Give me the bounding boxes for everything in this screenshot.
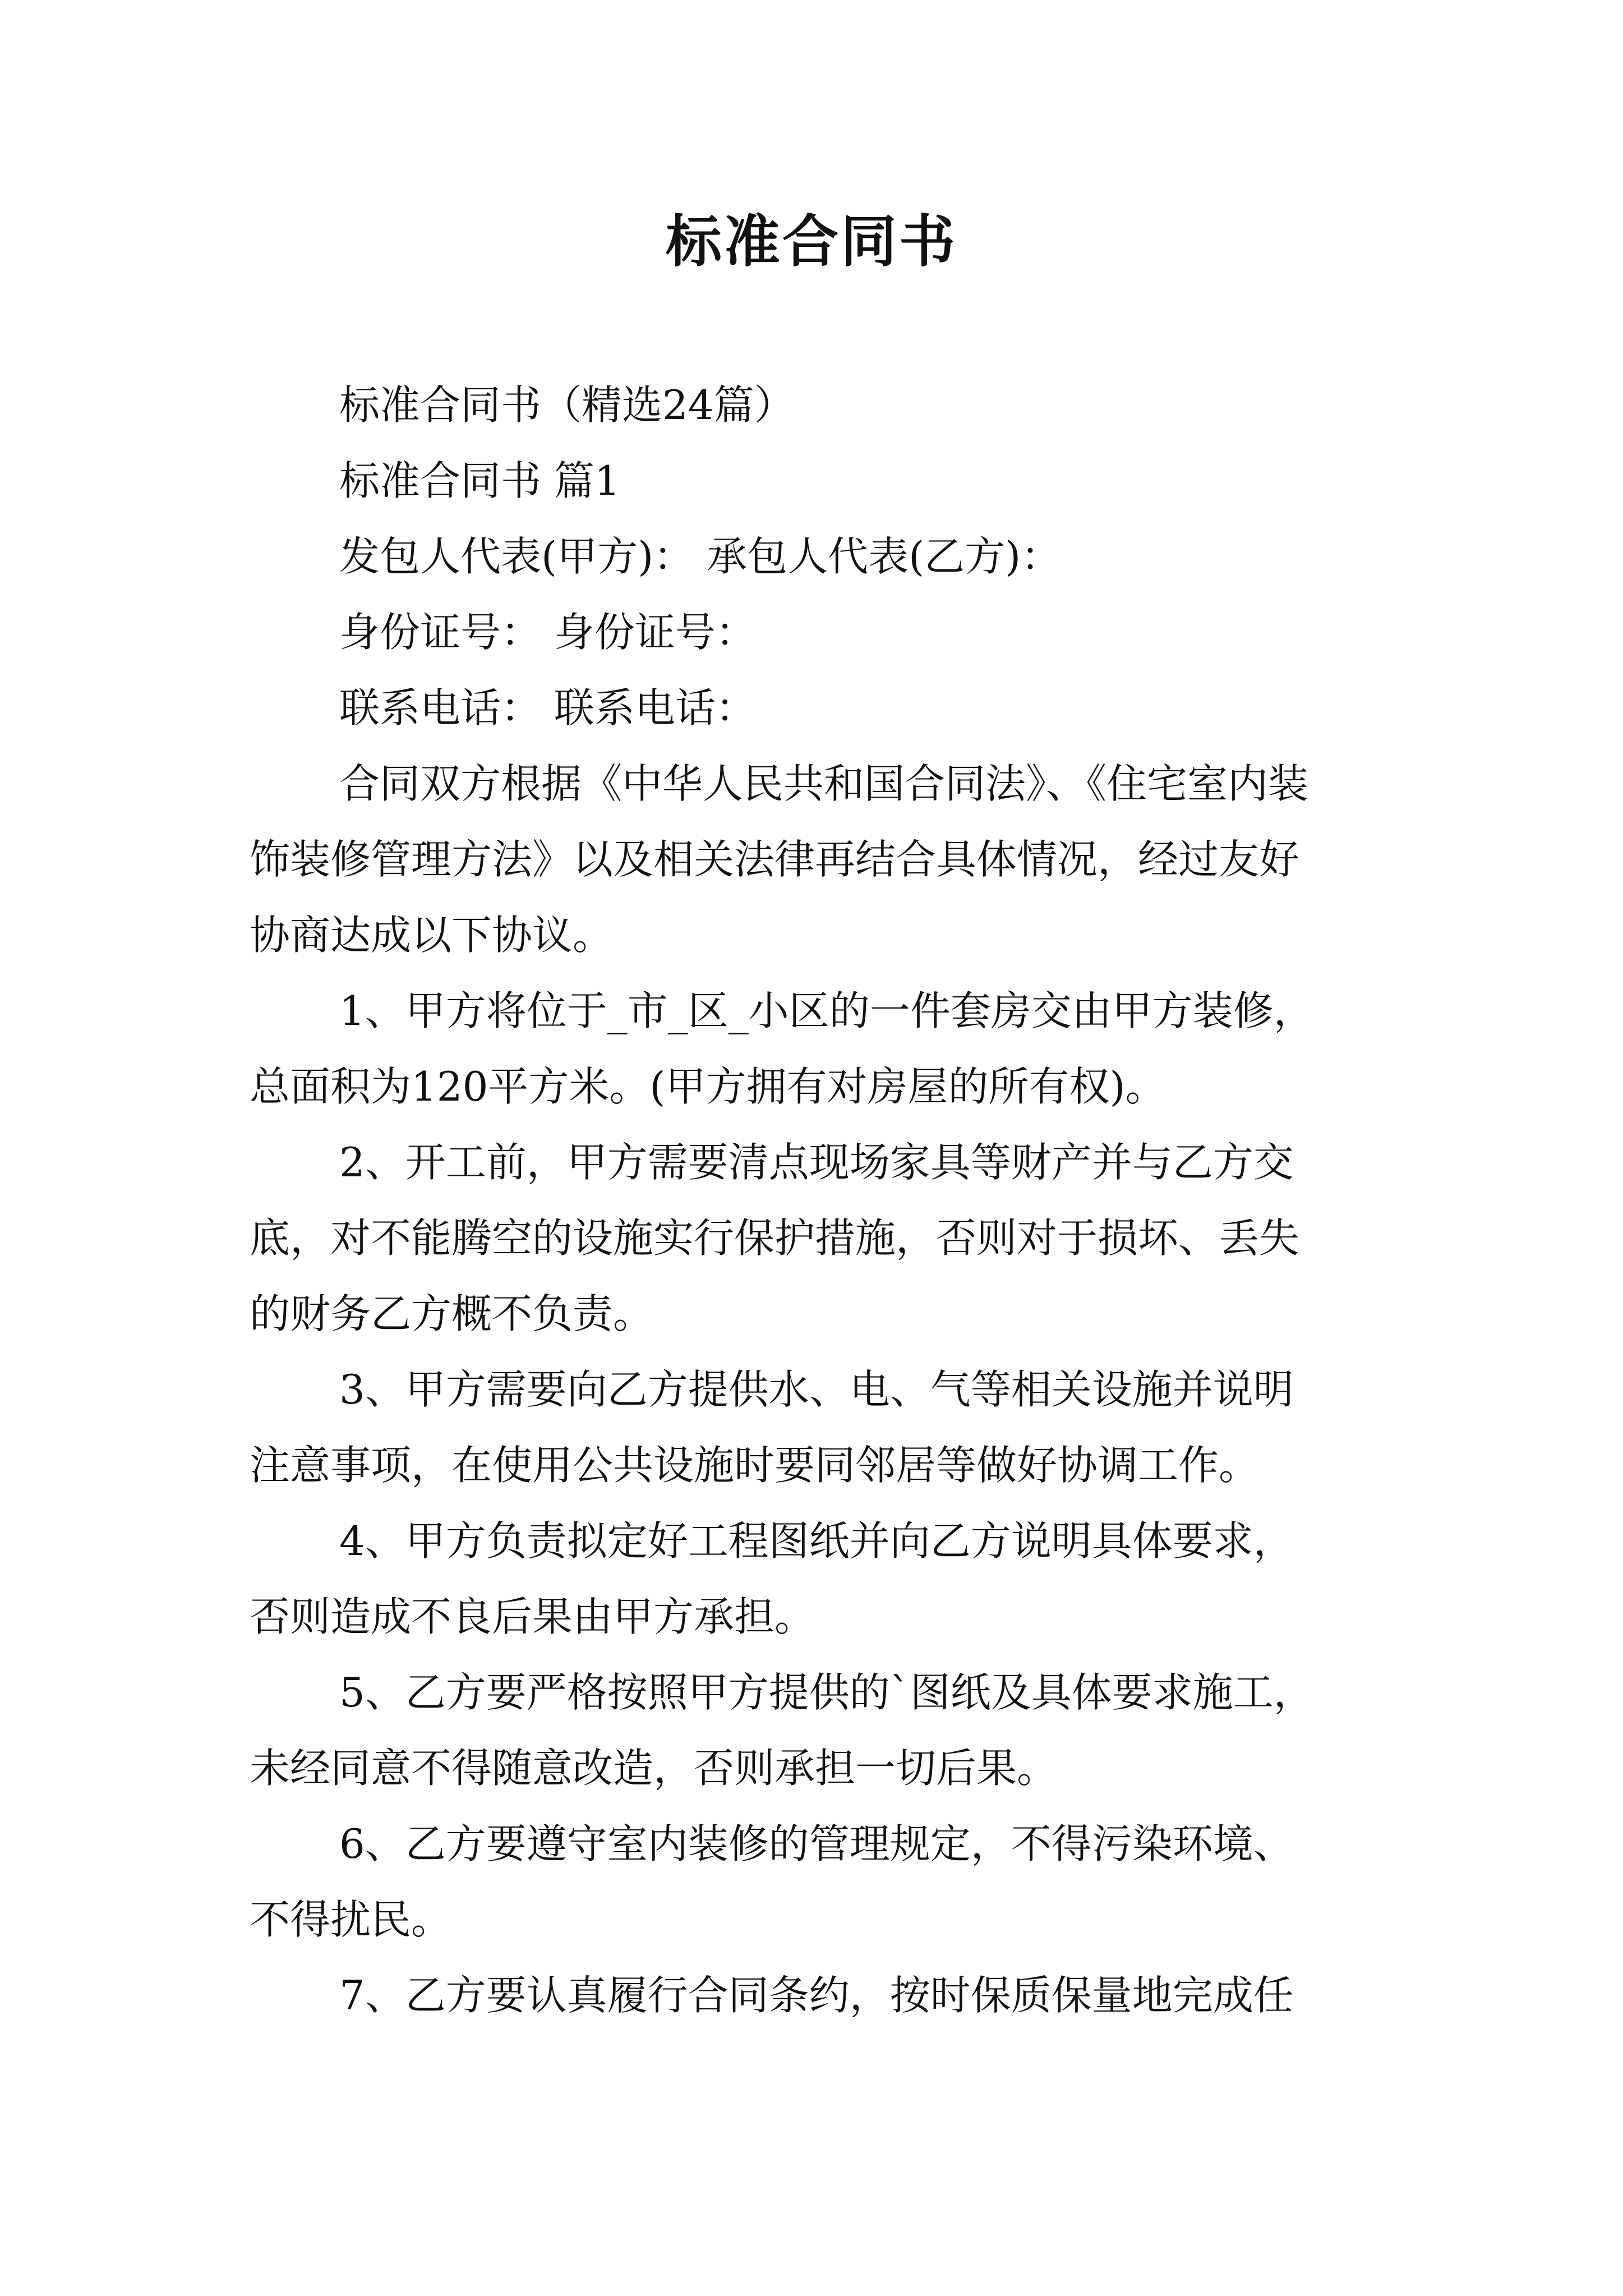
- clause-line: 1、甲方将位于_市_区_小区的一件套房交由甲方装修，: [339, 987, 1314, 1034]
- clause-line: 5、乙方要严格按照甲方提供的`图纸及具体要求施工，: [339, 1669, 1314, 1716]
- clause-line: 未经同意不得随意改造，否则承担一切后果。: [250, 1745, 1058, 1792]
- clause-line: 总面积为120平方米。(甲方拥有对房屋的所有权)。: [250, 1063, 1166, 1110]
- clause-line: 不得扰民。: [250, 1896, 452, 1943]
- subtitle-line: 标准合同书（精选24篇）: [339, 381, 795, 429]
- clause-line: 3、甲方需要向乙方提供水、电、气等相关设施并说明: [339, 1366, 1294, 1413]
- clause-line: 注意事项，在使用公共设施时要同邻居等做好协调工作。: [250, 1442, 1260, 1489]
- clause-line: 的财务乙方概不负责。: [250, 1290, 654, 1337]
- section-heading: 标准合同书 篇1: [339, 457, 620, 504]
- clause-line: 7、乙方要认真履行合同条约，按时保质保量地完成任: [339, 1972, 1294, 2019]
- phone-line: 联系电话： 联系电话：: [339, 684, 756, 731]
- clause-line: 底，对不能腾空的设施实行保护措施，否则对于损坏、丢失: [250, 1214, 1300, 1262]
- paragraph-line: 合同双方根据《中华人民共和国合同法》、《住宅室内装: [339, 760, 1309, 807]
- paragraph-line: 饰装修管理方法》以及相关法律再结合具体情况，经过友好: [250, 836, 1300, 883]
- clause-line: 6、乙方要遵守室内装修的管理规定，不得污染环境、: [339, 1820, 1294, 1867]
- paragraph-line: 协商达成以下协议。: [250, 912, 614, 959]
- party-representatives-line: 发包人代表(甲方)： 承包人代表(乙方)：: [339, 533, 1062, 580]
- clause-line: 4、甲方负责拟定好工程图纸并向乙方说明具体要求，: [339, 1517, 1294, 1565]
- document-title: 标准合同书: [666, 208, 957, 274]
- clause-line: 2、开工前，甲方需要清点现场家具等财产并与乙方交: [339, 1139, 1294, 1186]
- clause-line: 否则造成不良后果由甲方承担。: [250, 1593, 815, 1640]
- id-number-line: 身份证号： 身份证号：: [339, 609, 756, 656]
